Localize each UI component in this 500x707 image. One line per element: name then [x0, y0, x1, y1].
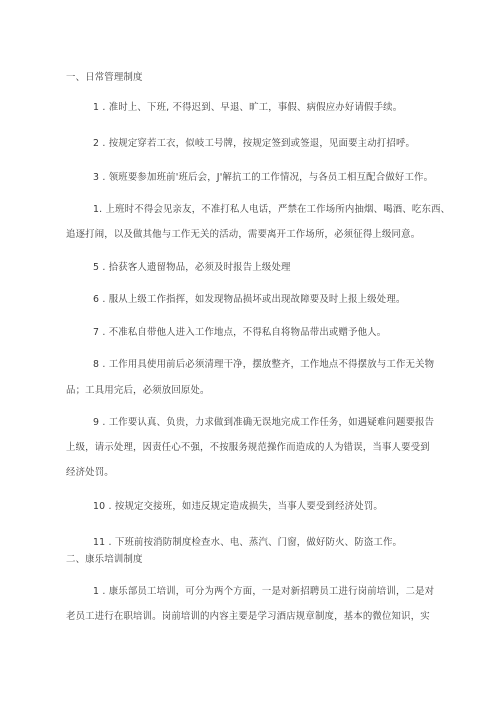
- section-heading-2: 二、康乐培训制度: [66, 554, 143, 565]
- rule-item-3: 3 . 领班要参加班前'班后会，J'解抗工的工作情况，与各员工相互配合做好工作。: [93, 172, 434, 183]
- rule-item-8-line-2: 品；工具用完后，必须放回原处。: [66, 385, 210, 396]
- section-heading-1: 一、日常管理制度: [66, 72, 143, 83]
- rule-item-11: 11 . 下班前按消防制度检查水、电、蒸汽、门窗，做好防火、防盗工作。: [93, 537, 403, 548]
- rule-item-4-line-1: 1. 上班时不得会见亲友，不准打私人电话，严禁在工作场所内抽烟、喝酒、吃东西、: [93, 204, 451, 215]
- rule-item-1: 1 . 准时上、下班, 不得迟到、早退、旷工，事假、病假应办好请假手续。: [93, 102, 403, 113]
- training-item-1-line-1: 1 . 康乐部员工培训，可分为两个方面，一是对新招聘员工进行岗前培训，二是对: [93, 586, 435, 597]
- rule-item-2: 2 . 按规定穿若工衣，似岐工号牌，按规定签到或签退，见面要主动打招呼。: [93, 138, 416, 149]
- rule-item-7: 7 . 不准私自带他人进入工作地点，不得私自将物品带出或赠予他人。: [93, 327, 387, 338]
- rule-item-8-line-1: 8 . 工作用具使用前后必须清理干净，摆放整齐，工作地点不得摆放与工作无关物: [93, 359, 435, 370]
- rule-item-6: 6 . 服从上级工作指挥，如发现物品损坏或出现故障要及时上报上级处理。: [93, 294, 406, 305]
- rule-item-9-line-3: 经济处罚。: [66, 467, 114, 478]
- rule-item-5: 5 . 拾获客人遗留物品，必须及时报告上级处理: [93, 262, 291, 273]
- rule-item-10: 10 . 按规定交接班，如违反规定造成损失，当事人要受到经济处罚。: [93, 501, 383, 512]
- training-item-1-line-2: 老员工进行在职培训。岗前培训的内容主要是学习酒店规章制度，基本的微位知识，实: [66, 611, 430, 622]
- rule-item-4-line-2: 追逐打闹，以及做其他与工作无关的活动，需要离开工作场所，必须征得上级同意。: [66, 229, 421, 240]
- rule-item-9-line-2: 上级，请示处理，因责任心不强，不按服务规范操作而造成的人为错误，当事人要受到: [66, 442, 430, 453]
- rule-item-9-line-1: 9 . 工作要认真、负贵，力求做到准确无误地完成工作任务，如遇疑难问题要报告: [93, 417, 435, 428]
